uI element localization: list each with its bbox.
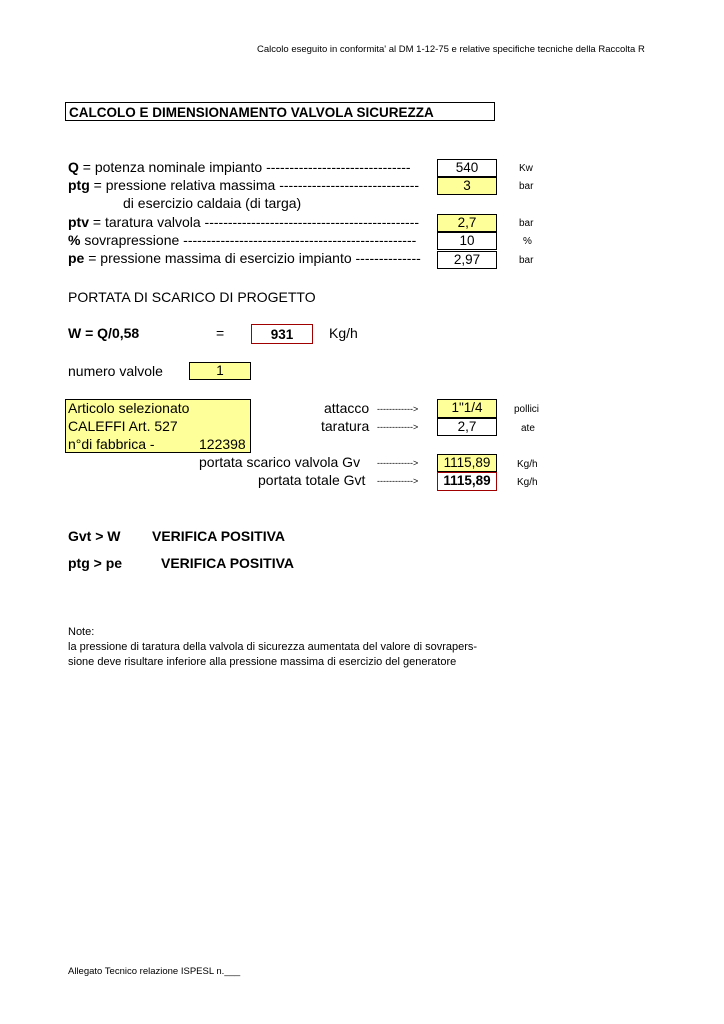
pe-description: = pressione massima di esercizio impianto -------------- [84,250,421,266]
ptv-row-label [68,214,419,231]
note-line2: sione deve risultare inferiore alla pressione massima di esercizio del generatore [68,656,457,668]
q-symbol: Q [68,159,79,175]
attacco-label: attacco [324,400,370,416]
q-value: 540 [437,159,497,177]
page-header: Calcolo eseguito in conformita' al DM 1-12-75 e relative specifiche tecniche della Raccolta R [257,44,645,55]
ptg-description: = pressione relativa massima ------------------------------ [89,177,420,193]
verifica1-result: VERIFICA POSITIVA [152,528,286,544]
pe-value: 2,97 [437,251,497,269]
note-line1: la pressione di taratura della valvola di sicurezza aumentata del valore di sovrapers- [68,641,478,653]
portata-title: PORTATA DI SCARICO DI PROGETTO [68,289,316,305]
taratura-unit: ate [521,423,535,434]
q-description: = potenza nominale impianto ------------------------------- [78,159,411,175]
numero-valvole-label: numero valvole [68,363,163,379]
q-unit: Kw [519,163,533,174]
sovr-unit: % [523,236,532,247]
ptg-value: 3 [437,177,497,195]
pe-row-label [68,250,421,267]
gvt-unit: Kg/h [517,477,538,488]
gv-arrow: ------------> [377,458,419,468]
ptv-value: 2,7 [437,214,497,232]
ptv-description: = taratura valvola ---------------------------------------------- [89,214,420,230]
taratura-label: taratura [321,418,370,434]
attacco-arrow: ------------> [377,404,419,414]
ptg-symbol: ptg [68,177,90,193]
sovr-symbol: % [68,232,81,248]
gvt-arrow: ------------> [377,476,419,486]
ptg-row-label [68,177,419,194]
sovr-row-label [68,232,416,249]
note-title: Note: [68,626,95,638]
attacco-value: 1"1/4 [437,399,497,418]
taratura-arrow: ------------> [377,422,419,432]
gvt-value: 1115,89 [437,472,497,491]
sovr-value: 10 [437,232,497,250]
numero-valvole-value: 1 [189,362,251,380]
ptg-unit: bar [519,181,534,192]
page-title: CALCOLO E DIMENSIONAMENTO VALVOLA SICUREZZA [65,102,495,121]
articolo-line1: Articolo selezionato [68,400,190,416]
gv-value: 1115,89 [437,454,497,472]
ptv-unit: bar [519,218,534,229]
gv-unit: Kg/h [517,459,538,470]
gv-label: portata scarico valvola Gv [199,454,361,470]
w-value: 931 [251,324,313,344]
articolo-line3: n°di fabbrica - [68,436,155,452]
verifica2-condition: ptg > pe [68,555,123,571]
attacco-unit: pollici [514,404,540,415]
page-footer: Allegato Tecnico relazione ISPESL n.___ [68,966,241,977]
fabbrica-number: 122398 [199,436,246,452]
articolo-line2: CALEFFI Art. 527 [68,418,178,434]
pe-symbol: pe [68,250,85,266]
w-formula: W = Q/0,58 [68,325,140,341]
ptv-symbol: ptv [68,214,89,230]
sovr-description: sovrapressione -------------------------------------------------- [80,232,417,248]
gvt-label: portata totale Gvt [258,472,366,488]
pe-unit: bar [519,255,534,266]
ptg-description-line2: di esercizio caldaia (di targa) [123,195,302,211]
verifica1-condition: Gvt > W [68,528,121,544]
verifica2-result: VERIFICA POSITIVA [161,555,295,571]
q-row-label [68,159,411,176]
w-unit: Kg/h [329,325,358,341]
w-equals: = [216,325,225,341]
taratura-value: 2,7 [437,418,497,436]
